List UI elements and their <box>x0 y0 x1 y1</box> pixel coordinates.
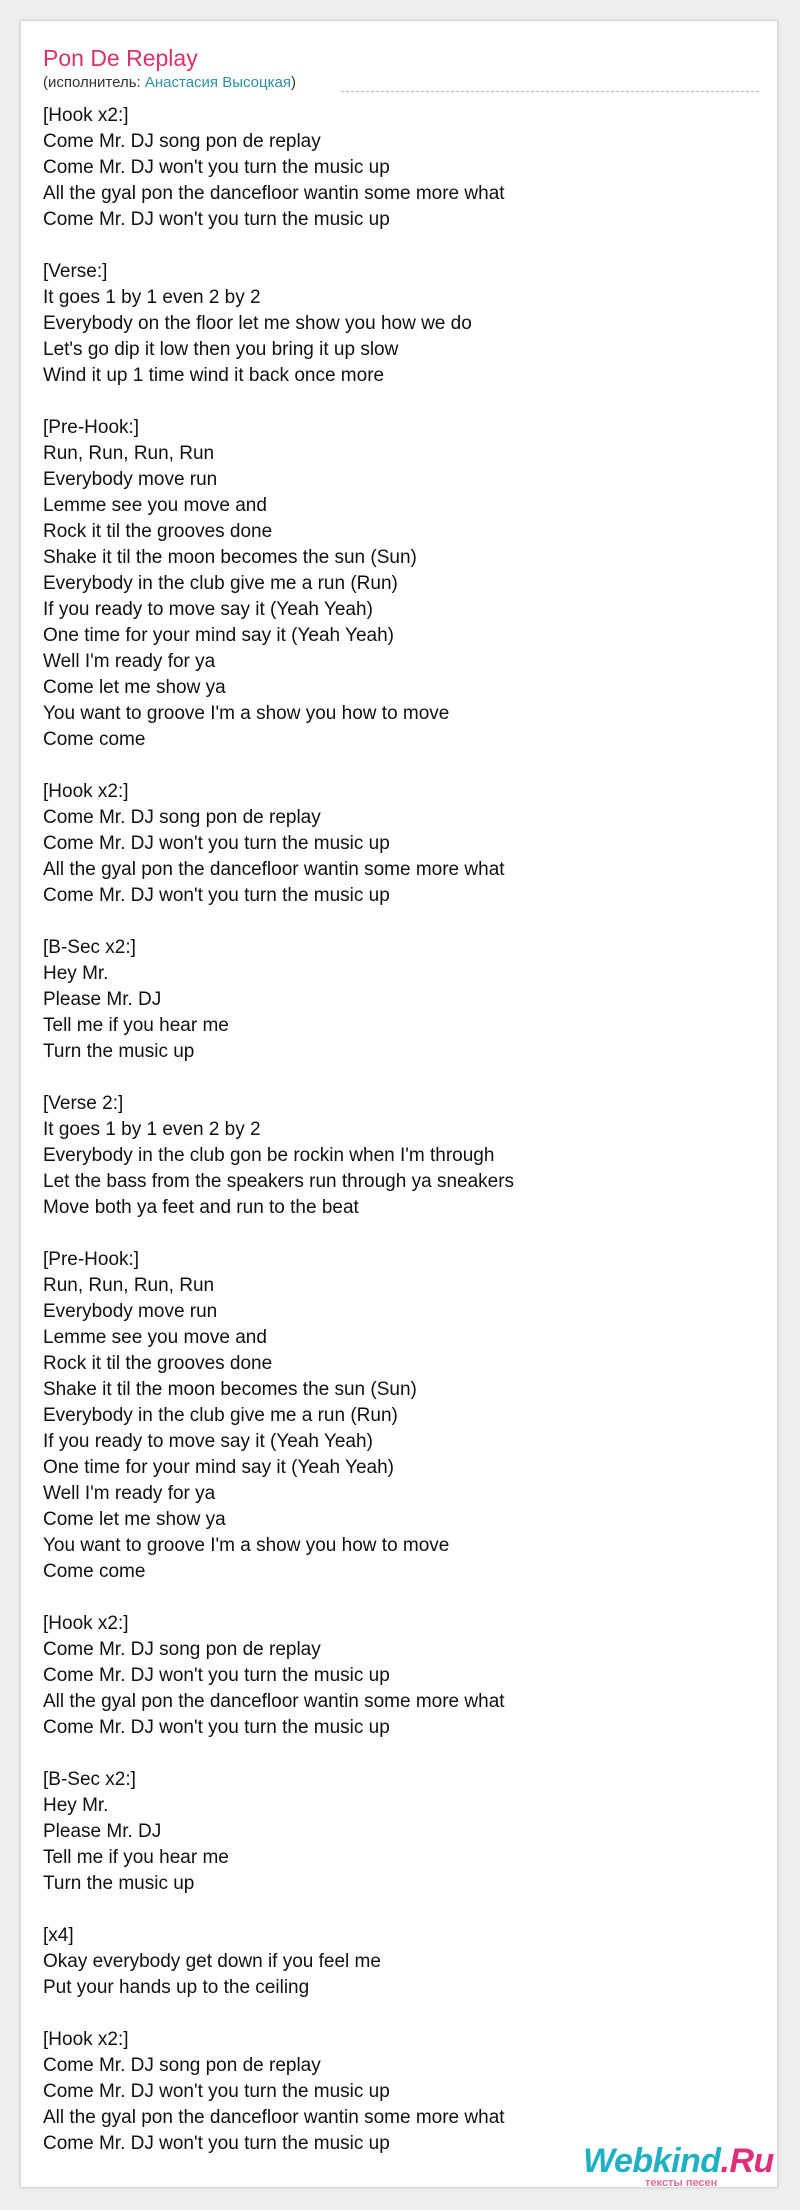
stanza-heading: [Verse:] <box>43 261 108 282</box>
lyric-line: All the gyal pon the dancefloor wantin some more what <box>43 859 505 880</box>
stanza-gap <box>43 389 743 415</box>
stanza-heading: [x4] <box>43 1925 74 1946</box>
stanza-gap <box>43 1221 743 1247</box>
lyric-line: Let's go dip it low then you bring it up slow <box>43 339 399 360</box>
lyric-line: It goes 1 by 1 even 2 by 2 <box>43 287 261 308</box>
lyric-line: One time for your mind say it (Yeah Yeah) <box>43 1457 394 1478</box>
song-title: Pon De Replay <box>43 45 198 71</box>
lyric-line: Please Mr. DJ <box>43 989 162 1010</box>
lyric-line: If you ready to move say it (Yeah Yeah) <box>43 1431 373 1452</box>
lyric-line: Hey Mr. <box>43 963 109 984</box>
lyric-line: Come Mr. DJ song pon de replay <box>43 1639 321 1660</box>
stanza-gap <box>43 1065 743 1091</box>
stanza-heading: [Verse 2:] <box>43 1093 124 1114</box>
stanza-gap <box>43 909 743 935</box>
stanza-gap <box>43 233 743 259</box>
lyric-line: Everybody in the club gon be rockin when I'm through <box>43 1145 495 1166</box>
lyric-line: Rock it til the grooves done <box>43 1353 273 1374</box>
lyrics-card <box>20 20 778 2188</box>
lyric-line: Lemme see you move and <box>43 1327 267 1348</box>
stanza-gap <box>43 1897 743 1923</box>
lyric-line: Turn the music up <box>43 1873 195 1894</box>
lyric-line: Come Mr. DJ won't you turn the music up <box>43 885 390 906</box>
logo-main-text: Webkind <box>583 2142 721 2180</box>
artist-prefix: (исполнитель: <box>43 74 145 91</box>
lyric-line: All the gyal pon the dancefloor wantin some more what <box>43 1691 505 1712</box>
lyric-line: You want to groove I'm a show you how to move <box>43 1535 450 1556</box>
lyrics-stanza <box>43 259 743 389</box>
lyrics-stanza <box>43 779 743 909</box>
artist-suffix: ) <box>290 74 296 91</box>
lyric-line: Come let me show ya <box>43 1509 226 1530</box>
lyric-line: If you ready to move say it (Yeah Yeah) <box>43 599 373 620</box>
lyric-line: One time for your mind say it (Yeah Yeah) <box>43 625 394 646</box>
logo-domain-text: .Ru <box>720 2142 774 2180</box>
lyric-line: Come let me show ya <box>43 677 226 698</box>
lyric-line: Tell me if you hear me <box>43 1015 229 1036</box>
lyric-line: Come Mr. DJ song pon de replay <box>43 807 321 828</box>
lyric-line: Come Mr. DJ won't you turn the music up <box>43 157 390 178</box>
stanza-heading: [Pre-Hook:] <box>43 1249 140 1270</box>
lyric-line: You want to groove I'm a show you how to move <box>43 703 450 724</box>
stanza-gap <box>43 1741 743 1767</box>
lyric-line: Okay everybody get down if you feel me <box>43 1951 381 1972</box>
lyric-line: All the gyal pon the dancefloor wantin some more what <box>43 2107 505 2128</box>
lyrics-stanza <box>43 415 743 753</box>
artist-line <box>43 73 296 93</box>
stanza-gap <box>43 1585 743 1611</box>
lyric-line: Come Mr. DJ song pon de replay <box>43 2055 321 2076</box>
stanza-gap <box>43 2001 743 2027</box>
logo-wordmark <box>583 2141 774 2181</box>
lyric-line: Come Mr. DJ won't you turn the music up <box>43 1717 390 1738</box>
stanza-heading: [Hook x2:] <box>43 105 129 126</box>
lyric-line: Turn the music up <box>43 1041 195 1062</box>
lyric-line: Tell me if you hear me <box>43 1847 229 1868</box>
lyric-line: Come come <box>43 729 146 750</box>
artist-link[interactable]: Анастасия Высоцкая <box>144 74 291 91</box>
lyric-line: Run, Run, Run, Run <box>43 443 215 464</box>
lyric-line: Come Mr. DJ won't you turn the music up <box>43 833 390 854</box>
lyric-line: Come Mr. DJ won't you turn the music up <box>43 1665 390 1686</box>
lyrics-stanza <box>43 935 743 1065</box>
lyric-line: Put your hands up to the ceiling <box>43 1977 310 1998</box>
lyric-line: Everybody in the club give me a run (Run) <box>43 1405 398 1426</box>
lyric-line: Everybody move run <box>43 1301 218 1322</box>
lyric-line: Well I'm ready for ya <box>43 651 216 672</box>
lyric-line: Well I'm ready for ya <box>43 1483 216 1504</box>
stanza-heading: [B-Sec x2:] <box>43 1769 136 1790</box>
lyric-line: Come Mr. DJ won't you turn the music up <box>43 209 390 230</box>
stanza-heading: [Hook x2:] <box>43 1613 129 1634</box>
lyric-line: Rock it til the grooves done <box>43 521 273 542</box>
lyrics-stanza <box>43 1767 743 1897</box>
lyric-line: Move both ya feet and run to the beat <box>43 1197 359 1218</box>
lyrics-body <box>43 103 743 2157</box>
lyric-line: Lemme see you move and <box>43 495 267 516</box>
lyrics-stanza <box>43 1923 743 2001</box>
lyrics-stanza <box>43 2027 743 2157</box>
lyric-line: Shake it til the moon becomes the sun (Sun) <box>43 547 417 568</box>
lyric-line: Everybody on the floor let me show you how we do <box>43 313 472 334</box>
title-divider <box>341 91 759 92</box>
lyrics-stanza <box>43 1611 743 1741</box>
lyric-line: All the gyal pon the dancefloor wantin some more what <box>43 183 505 204</box>
lyric-line: Let the bass from the speakers run through ya sneakers <box>43 1171 515 1192</box>
lyric-line: Come Mr. DJ won't you turn the music up <box>43 2133 390 2154</box>
lyric-line: It goes 1 by 1 even 2 by 2 <box>43 1119 261 1140</box>
lyric-line: Come Mr. DJ song pon de replay <box>43 131 321 152</box>
stanza-heading: [Hook x2:] <box>43 781 129 802</box>
lyrics-stanza <box>43 1091 743 1221</box>
webkind-logo[interactable] <box>583 2141 773 2189</box>
logo-tagline: тексты песен <box>645 2177 718 2189</box>
stanza-gap <box>43 753 743 779</box>
stanza-heading: [Hook x2:] <box>43 2029 129 2050</box>
lyric-line: Hey Mr. <box>43 1795 109 1816</box>
lyric-line: Wind it up 1 time wind it back once more <box>43 365 385 386</box>
lyric-line: Come Mr. DJ won't you turn the music up <box>43 2081 390 2102</box>
stanza-heading: [B-Sec x2:] <box>43 937 136 958</box>
lyrics-stanza <box>43 103 743 233</box>
lyric-line: Please Mr. DJ <box>43 1821 162 1842</box>
stanza-heading: [Pre-Hook:] <box>43 417 140 438</box>
lyric-line: Everybody move run <box>43 469 218 490</box>
lyrics-stanza <box>43 1247 743 1585</box>
lyric-line: Shake it til the moon becomes the sun (Sun) <box>43 1379 417 1400</box>
lyric-line: Run, Run, Run, Run <box>43 1275 215 1296</box>
lyric-line: Come come <box>43 1561 146 1582</box>
lyric-line: Everybody in the club give me a run (Run) <box>43 573 398 594</box>
